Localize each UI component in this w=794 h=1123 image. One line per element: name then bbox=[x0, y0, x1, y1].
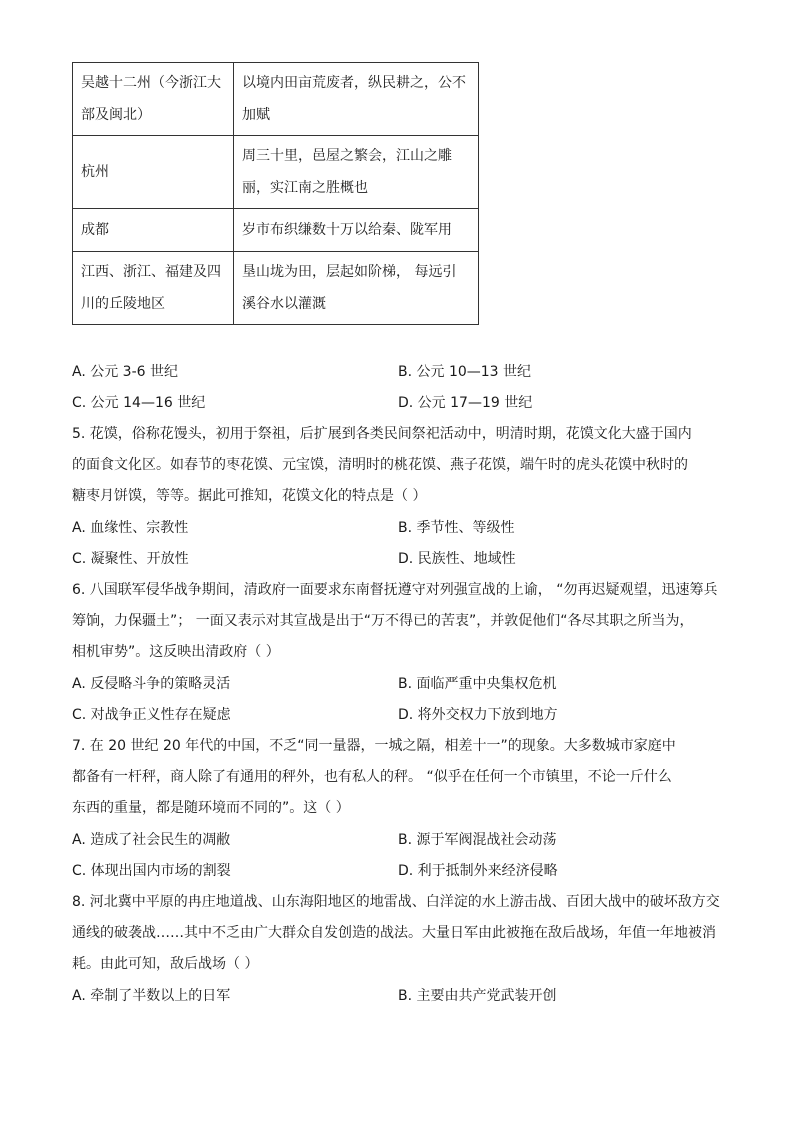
table-cell-text: 垦山垅为田，层起如阶梯， 每远引溪谷水以灌溉 bbox=[234, 252, 479, 325]
table-cell-text: 以境内田亩荒废者，纵民耕之，公不加赋 bbox=[234, 63, 479, 136]
table-row bbox=[73, 63, 479, 136]
q6-option-b: B. 面临严重中央集权危机 bbox=[398, 676, 557, 692]
table-cell-region: 成都 bbox=[73, 209, 234, 252]
q4-option-d: D. 公元 17—19 世纪 bbox=[398, 395, 533, 411]
table-cell-region: 杭州 bbox=[73, 136, 234, 209]
table-row bbox=[73, 252, 479, 325]
q7-stem-line-2: 都备有一杆秤，商人除了有通用的秤外，也有私人的秤。 “似乎在任何一个市镇里，不论一斤什么 bbox=[72, 769, 672, 785]
table-row bbox=[73, 209, 479, 252]
q5-stem-line-3: 糖枣月饼馍，等等。据此可推知，花馍文化的特点是（ ） bbox=[72, 488, 427, 504]
q6-option-a: A. 反侵略斗争的策略灵活 bbox=[72, 676, 231, 692]
q7-option-c: C. 体现出国内市场的割裂 bbox=[72, 863, 231, 879]
q4-option-a: A. 公元 3-6 世纪 bbox=[72, 364, 178, 380]
table-cell-region: 江西、浙江、福建及四川的丘陵地区 bbox=[73, 252, 234, 325]
q6-option-c: C. 对战争正义性存在疑虑 bbox=[72, 707, 231, 723]
q7-stem-line-1: 7. 在 20 世纪 20 年代的中国，不乏“同一量器，一城之隔，相差十一”的现象。大多数城市家庭中 bbox=[72, 738, 676, 754]
q5-stem-line-2: 的面食文化区。如春节的枣花馍、元宝馍，清明时的桃花馍、燕子花馍，端午时的虎头花馍中秋时的 bbox=[72, 457, 688, 473]
q6-stem-line-2: 筹饷，力保疆土”； 一面又表示对其宣战是出于“万不得已的苦衷”，并敦促他们“各尽其职之所当为， bbox=[72, 613, 694, 629]
q8-stem-line-2: 通线的破袭战……其中不乏由广大群众自发创造的战法。大量日军由此被拖在敌后战场，年值一年地被消 bbox=[72, 925, 716, 941]
q8-stem-line-1: 8. 河北冀中平原的冉庄地道战、山东海阳地区的地雷战、白洋淀的水上游击战、百团大战中的破坏敌方交 bbox=[72, 894, 720, 910]
q8-stem-line-3: 耗。由此可知，敌后战场（ ） bbox=[72, 956, 259, 972]
q4-option-c: C. 公元 14—16 世纪 bbox=[72, 395, 206, 411]
table-cell-text: 周三十里，邑屋之繁会，江山之雕丽，实江南之胜概也 bbox=[234, 136, 479, 209]
q8-option-a: A. 牵制了半数以上的日军 bbox=[72, 988, 231, 1004]
q5-option-d: D. 民族性、地域性 bbox=[398, 551, 516, 567]
q7-option-d: D. 利于抵制外来经济侵略 bbox=[398, 863, 558, 879]
q5-option-b: B. 季节性、等级性 bbox=[398, 520, 515, 536]
q7-option-a: A. 造成了社会民生的凋敝 bbox=[72, 832, 231, 848]
table-row bbox=[73, 136, 479, 209]
history-table bbox=[72, 62, 479, 325]
q5-option-a: A. 血缘性、宗教性 bbox=[72, 520, 189, 536]
q6-stem-line-1: 6. 八国联军侵华战争期间，清政府一面要求东南督抚遵守对列强宣战的上谕， “勿再迟疑观望，迅速筹兵 bbox=[72, 582, 718, 598]
q4-option-b: B. 公元 10—13 世纪 bbox=[398, 364, 532, 380]
q7-option-b: B. 源于军阀混战社会动荡 bbox=[398, 832, 557, 848]
q8-option-b: B. 主要由共产党武装开创 bbox=[398, 988, 557, 1004]
q6-stem-line-3: 相机审势”。这反映出清政府（ ） bbox=[72, 644, 280, 660]
q7-stem-line-3: 东西的重量，都是随环境而不同的”。这（ ） bbox=[72, 800, 350, 816]
table-cell-region: 吴越十二州（今浙江大部及闽北） bbox=[73, 63, 234, 136]
q6-option-d: D. 将外交权力下放到地方 bbox=[398, 707, 558, 723]
q5-stem-line-1: 5. 花馍，俗称花馒头，初用于祭祖，后扩展到各类民间祭祀活动中，明清时期，花馍文化大盛于国内 bbox=[72, 426, 692, 442]
table-cell-text: 岁市布织缣数十万以给秦、陇军用 bbox=[234, 209, 479, 252]
q5-option-c: C. 凝聚性、开放性 bbox=[72, 551, 189, 567]
